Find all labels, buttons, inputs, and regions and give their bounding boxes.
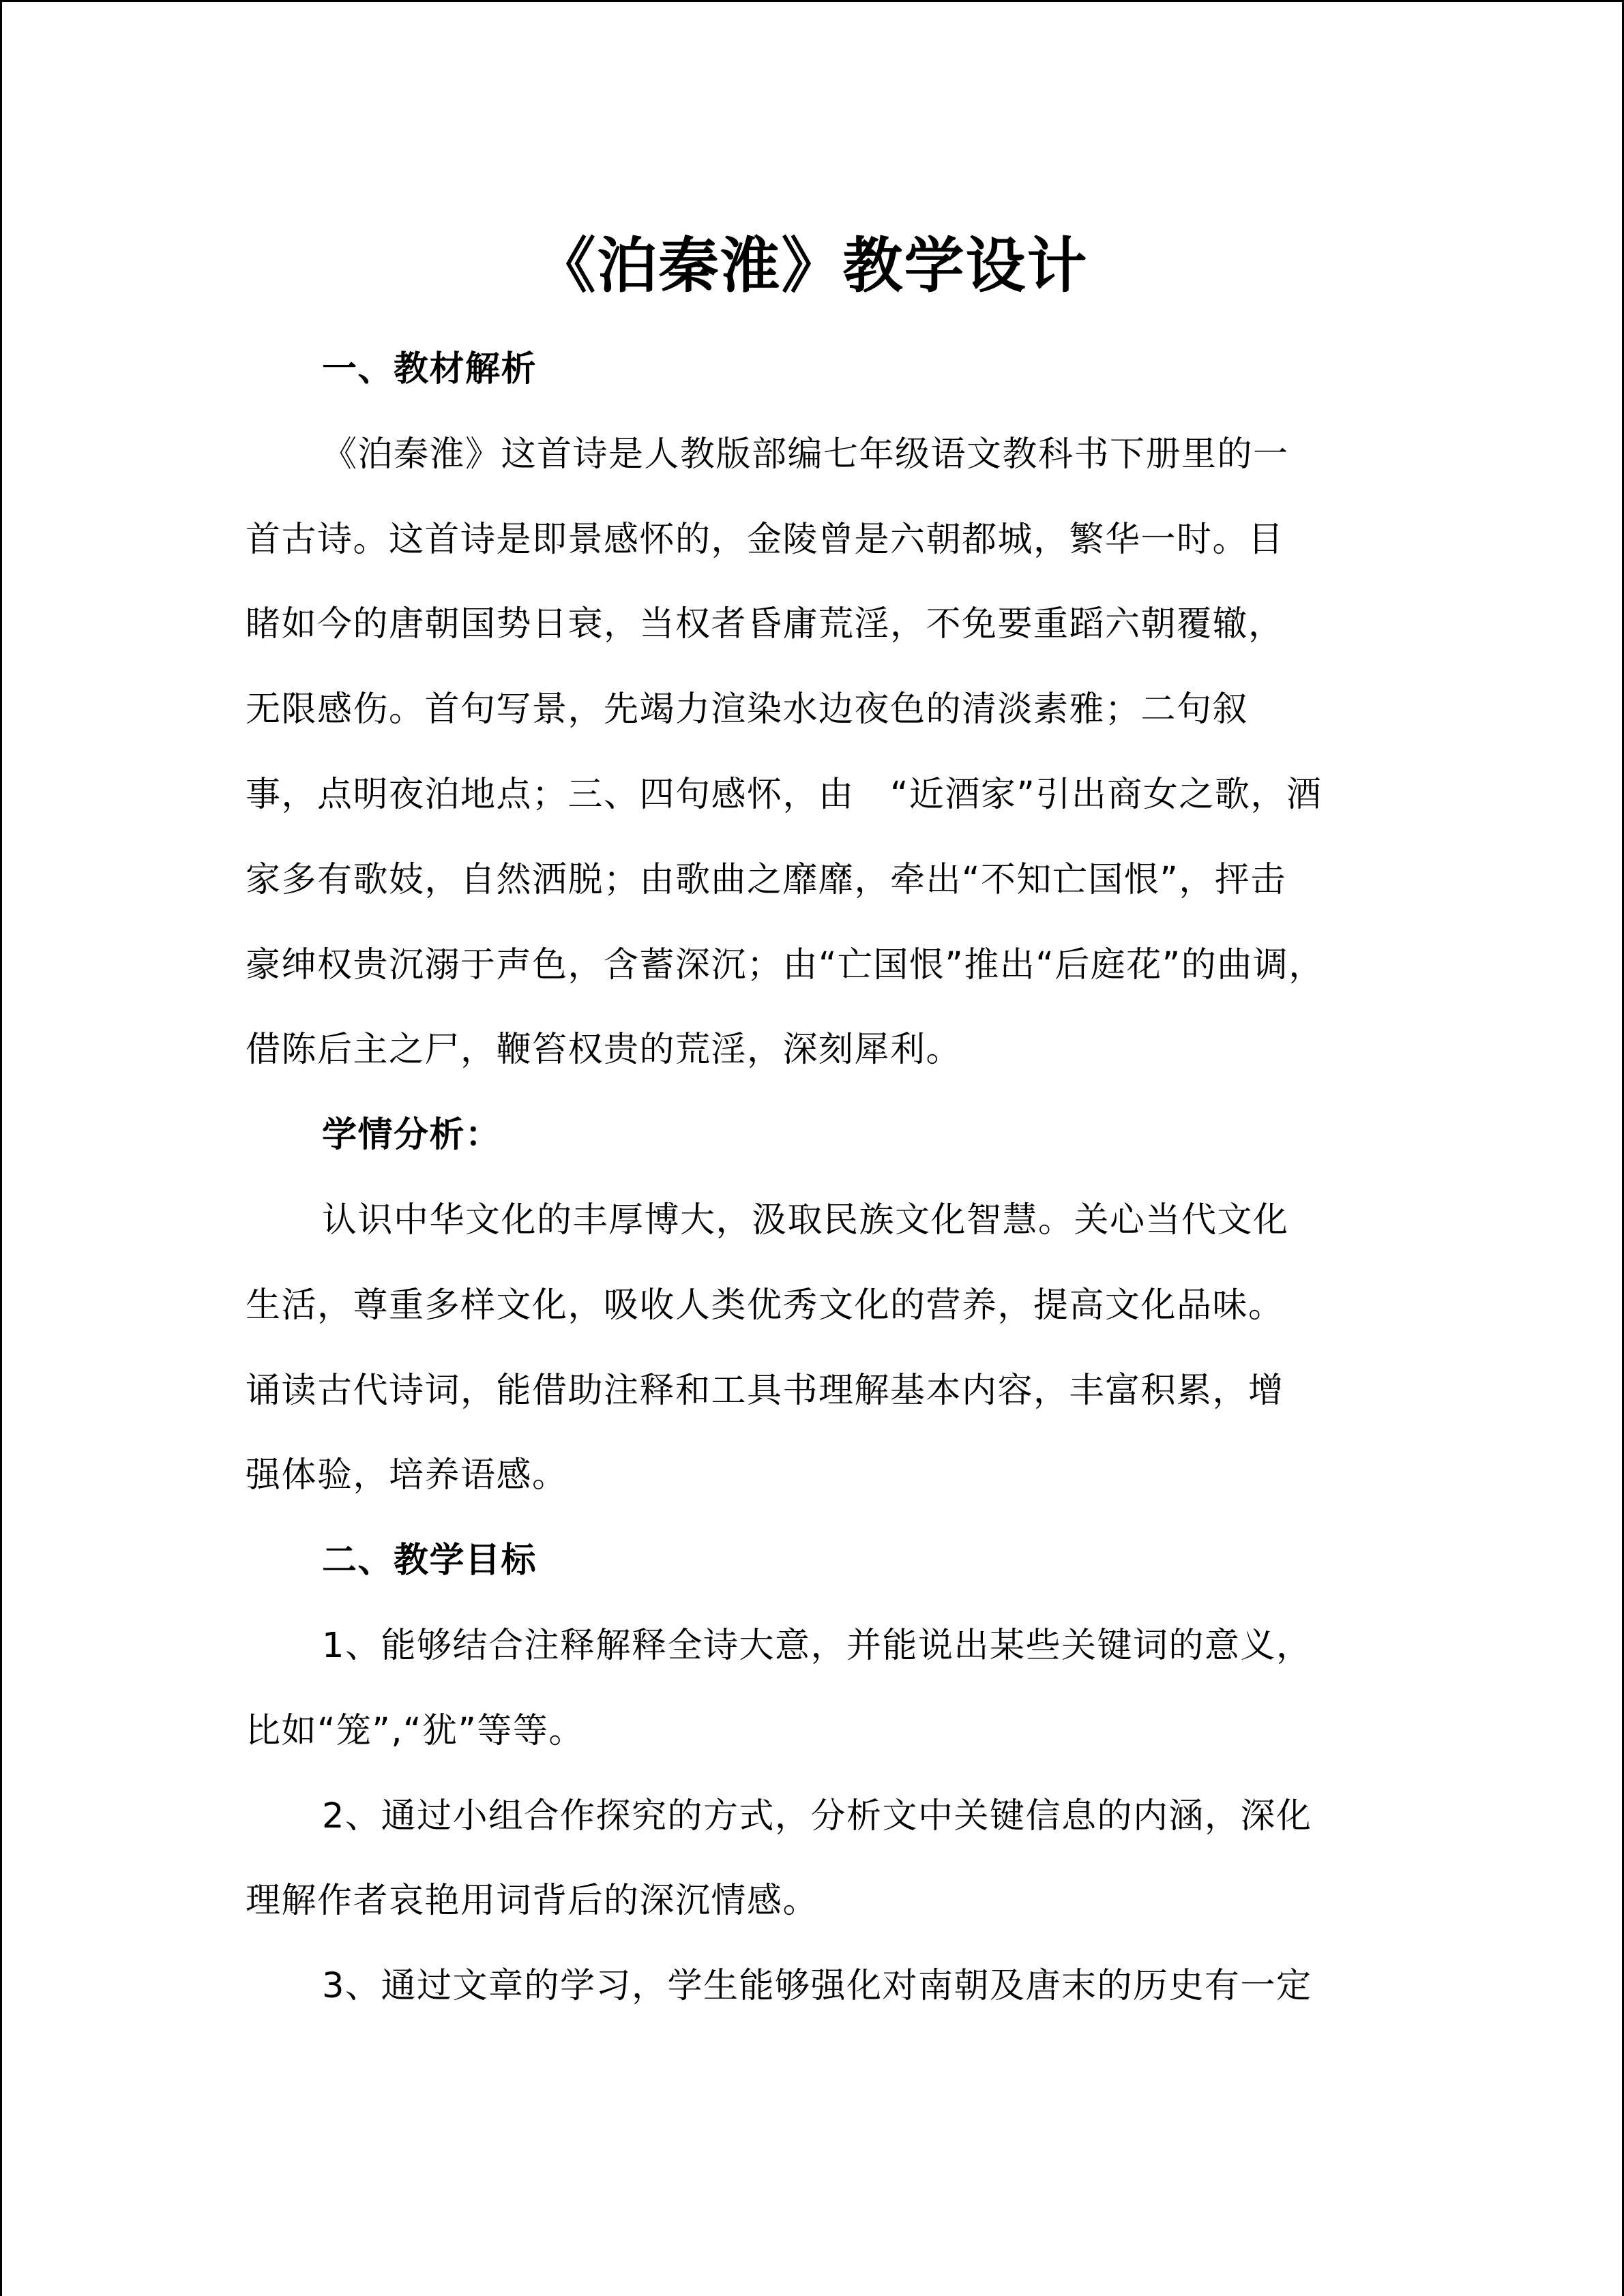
section-heading-student-analysis: 学情分析： <box>322 1115 501 1156</box>
paragraph-line: 诵读古代诗词，能借助注释和工具书理解基本内容，丰富积累，增 <box>246 1370 1284 1411</box>
paragraph-line: 强体验，培养语感。 <box>246 1455 568 1496</box>
paragraph-line: 事，点明夜泊地点；三、四句感怀，由 “近酒家”引出商女之歌，酒 <box>246 774 1323 815</box>
goal-line: 比如“笼”,“犹”等等。 <box>246 1710 585 1751</box>
goal-line: 2、通过小组合作探究的方式，分析文中关键信息的内涵，深化 <box>322 1795 1312 1836</box>
paragraph-line: 无限感伤。首句写景，先竭力渲染水边夜色的清淡素雅；二句叙 <box>246 689 1249 730</box>
document-title: 《泊秦淮》教学设计 <box>535 230 1089 301</box>
goal-line: 3、通过文章的学习，学生能够强化对南朝及唐末的历史有一定 <box>322 1966 1312 2007</box>
paragraph-line: 睹如今的唐朝国势日衰，当权者昏庸荒淫，不免要重蹈六朝覆辙， <box>246 604 1284 645</box>
document-body <box>246 327 1385 2029</box>
paragraph-line: 生活，尊重多样文化，吸收人类优秀文化的营养，提高文化品味。 <box>246 1285 1284 1326</box>
paragraph-line: 家多有歌妓，自然洒脱；由歌曲之靡靡，牵出“不知亡国恨”，抨击 <box>246 859 1286 900</box>
section-heading-material-analysis: 一、教材解析 <box>322 349 537 389</box>
section-heading-teaching-goals: 二、教学目标 <box>322 1540 537 1581</box>
paragraph-line: 《泊秦淮》这首诗是人教版部编七年级语文教科书下册里的一 <box>322 434 1289 475</box>
paragraph-line: 借陈后主之尸，鞭笞权贵的荒淫，深刻犀利。 <box>246 1030 962 1071</box>
goal-line: 1、能够结合注释解释全诗大意，并能说出某些关键词的意义， <box>322 1625 1312 1666</box>
paragraph-line: 认识中华文化的丰厚博大，汲取民族文化智慧。关心当代文化 <box>322 1199 1289 1240</box>
goal-line: 理解作者哀艳用词背后的深沉情感。 <box>246 1881 819 1922</box>
paragraph-line: 豪绅权贵沉溺于声色，含蓄深沉；由“亡国恨”推出“后庭花”的曲调， <box>246 944 1325 985</box>
paragraph-line: 首古诗。这首诗是即景感怀的，金陵曾是六朝都城，繁华一时。目 <box>246 519 1284 560</box>
